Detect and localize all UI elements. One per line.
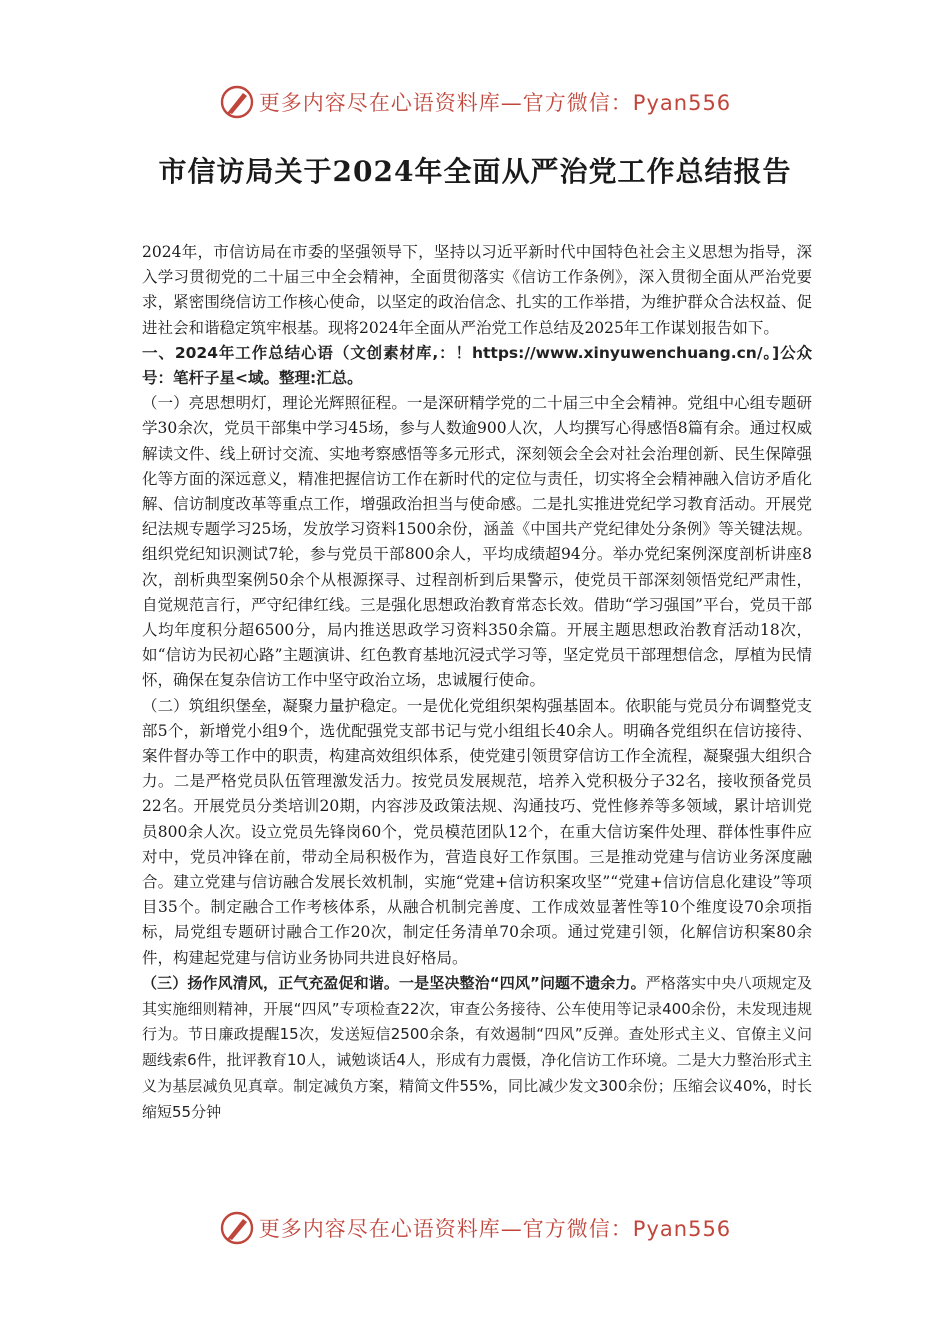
top-watermark-banner [0,80,950,124]
paragraph-lead: （三）扬作风清风，正气充盈促和谐。一是坚决整治“四风”问题不遗余力。 [142,973,646,992]
paragraph-work-style [142,971,812,1126]
pen-logo-icon [219,84,255,120]
paragraph-rest: 严格落实中央八项规定及其实施细则精神，开展“四风”专项检查22次，审查公务接待、公车使用等记录400余份，未发现违规行为。节日廉政提醒15次，发送短信2500余条，有效遏制“四风”反弹。查处形式主义、官僚主义问题线索6件，批评教育10人，诫勉谈话4人，形成有力震慑，净化信访工作环境。二是大力整治形式主义为基层减负见真章。制定减负方案，精简文件55%，同比减少发文300余份；压缩会议40%，时长缩短55分钟 [142,973,812,1121]
bottom-watermark-banner [0,1206,950,1250]
intro-paragraph: 2024年，市信访局在市委的坚强领导下，坚持以习近平新时代中国特色社会主义思想为指导，深入学习贯彻党的二十届三中全会精神，全面贯彻落实《信访工作条例》，深入贯彻全面从严治党要求，紧密围绕信访工作核心使命，以坚定的政治信念、扎实的工作举措，为维护群众合法权益、促进社会和谐稳定筑牢根基。现将2024年全面从严治党工作总结及2025年工作谋划报告如下。 [142,243,812,337]
section-heading: 一、2024年工作总结心语（文创素材库,：！https://www.xinyuwenchuang.cn/。]公众号：笔杆子星<域。整理:汇总。 [142,343,812,388]
pen-logo-icon [219,1210,255,1246]
document-title: 市信访局关于2024年全面从严治党工作总结报告 [158,155,792,188]
banner-text: 更多内容尽在心语资料库—官方微信：Pyan556 [258,91,732,115]
paragraph-organization: （二）筑组织堡垒，凝聚力量护稳定。一是优化党组织架构强基固本。依职能与党员分布调整党支部5个，新增党小组9个，选优配强党支部书记与党小组组长40余人。明确各党组织在信访接待、案件督办等工作中的职责，构建高效组织体系，使党建引领贯穿信访工作全流程，凝聚强大组织合力。二是严格党员队伍管理激发活力。按党员发展规范，培养入党积极分子32名，接收预备党员22名。开展党员分类培训20期，内容涉及政策法规、沟通技巧、党性修养等多领域，累计培训党员800余人次。设立党员先锋岗60个，党员模范团队12个，在重大信访案件处理、群体性事件应对中，党员冲锋在前，带动全局积极作为，营造良好工作氛围。三是推动党建与信访业务深度融合。建立党建与信访融合发展长效机制，实施“党建+信访积案攻坚”“党建+信访信息化建设”等项目35个。制定融合工作考核体系，从融合机制完善度、工作成效显著性等10个维度设70余项指标，局党组专题研讨融合工作20次，制定任务清单70余项。通过党建引领，化解信访积案80余件，构建起党建与信访业务协同共进良好格局。 [142,696,812,967]
document-body [142,240,812,1126]
paragraph-ideology: （一）亮思想明灯，理论光辉照征程。一是深研精学党的二十届三中全会精神。党组中心组专题研学30余次，党员干部集中学习45场，参与人数逾900人次，人均撰写心得感悟8篇有余。通过权威解读文件、线上研讨交流、实地考察感悟等多元形式，深刻领会全会对社会治理创新、民生保障强化等方面的深远意义，精准把握信访工作在新时代的定位与责任，切实将全会精神融入信访矛盾化解、信访制度改革等重点工作，增强政治担当与使命感。二是扎实推进党纪学习教育活动。开展党纪法规专题学习25场，发放学习资料1500余份，涵盖《中国共产党纪律处分条例》等关键法规。组织党纪知识测试7轮，参与党员干部800余人，平均成绩超94分。举办党纪案例深度剖析讲座8次，剖析典型案例50余个从根源探寻、过程剖析到后果警示，使党员干部深刻领悟党纪严肃性，自觉规范言行，严守纪律红线。三是强化思想政治教育常态长效。借助“学习强国”平台，党员干部人均年度积分超6500分，局内推送思政学习资料350余篇。开展主题思想政治教育活动18次，如“信访为民初心路”主题演讲、红色教育基地沉浸式学习等，坚定党员干部理想信念，厚植为民情怀，确保在复杂信访工作中坚守政治立场，忠诚履行使命。 [142,394,812,690]
banner-text: 更多内容尽在心语资料库—官方微信：Pyan556 [258,1217,732,1241]
